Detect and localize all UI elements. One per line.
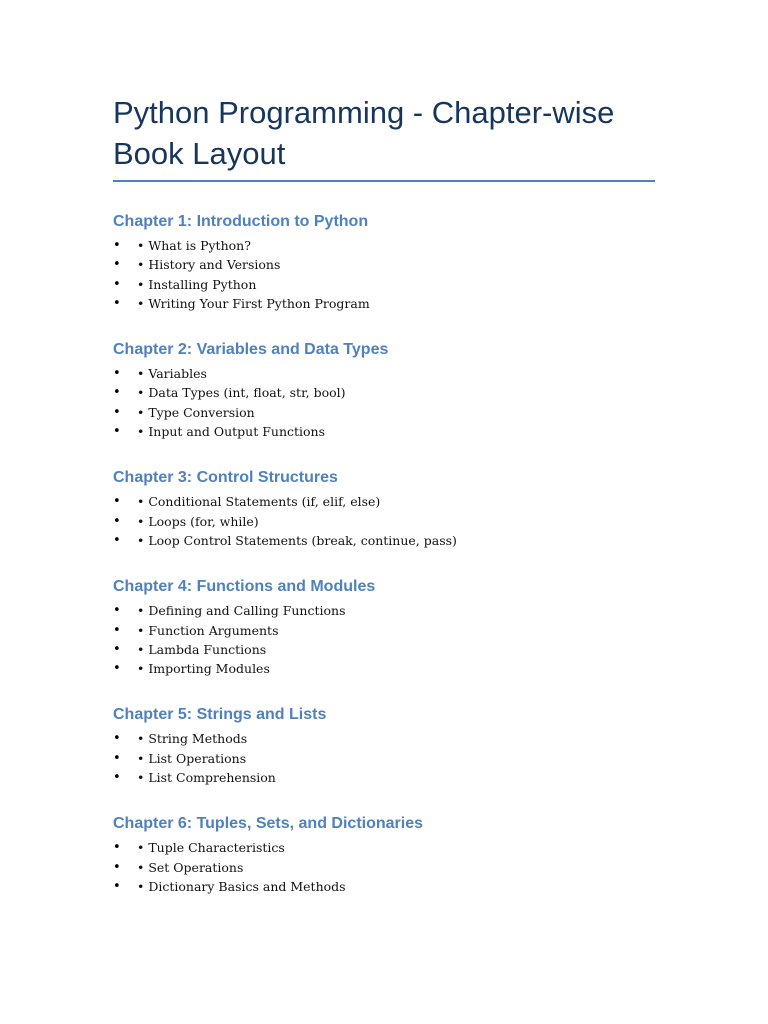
list-item-text: • Lambda Functions [137, 641, 267, 657]
bullet-icon: • [113, 770, 121, 786]
list-item [113, 255, 655, 274]
bullet-icon: • [113, 731, 121, 747]
bullet-icon: • [113, 513, 121, 529]
list-item [113, 492, 655, 511]
bullet-icon: • [113, 366, 121, 382]
list-item-text: • What is Python? [137, 238, 251, 253]
title-underline-rule [113, 180, 655, 182]
list-item-text: • Installing Python [137, 276, 257, 292]
list-item-text: • String Methods [137, 731, 248, 747]
bullet-icon: • [113, 494, 121, 510]
topic-list [113, 492, 655, 550]
bullet-icon: • [113, 385, 121, 401]
topic-list [113, 364, 655, 441]
list-item [113, 659, 655, 678]
bullet-icon: • [113, 603, 121, 619]
bullet-icon: • [113, 238, 121, 253]
chapter-list [113, 212, 655, 896]
chapter-5 [113, 705, 655, 787]
list-item [113, 294, 655, 313]
list-item-text: • History and Versions [137, 257, 281, 273]
list-item [113, 877, 655, 896]
list-item-text: • Dictionary Basics and Methods [137, 878, 346, 894]
document-title [113, 92, 655, 180]
bullet-icon: • [113, 878, 121, 894]
list-item-text: • Data Types (int, float, str, bool) [137, 385, 346, 401]
chapter-heading: Chapter 5: Strings and Lists [113, 706, 327, 724]
list-item [113, 768, 655, 787]
chapter-6 [113, 814, 655, 896]
list-item-text: • Variables [137, 366, 207, 382]
topic-list [113, 601, 655, 678]
list-item [113, 512, 655, 531]
list-item [113, 749, 655, 768]
chapter-heading: Chapter 6: Tuples, Sets, and Dictionaries [113, 815, 423, 833]
list-item [113, 621, 655, 640]
document-page [113, 92, 655, 923]
list-item-text: • Input and Output Functions [137, 424, 326, 440]
list-item-text: • List Comprehension [137, 770, 276, 786]
bullet-icon: • [113, 276, 121, 292]
list-item-text: • Conditional Statements (if, elif, else) [137, 494, 381, 510]
document-title-line-2: Book Layout [113, 136, 286, 171]
list-item [113, 383, 655, 402]
chapter-3 [113, 468, 655, 550]
list-item [113, 601, 655, 620]
chapter-2 [113, 340, 655, 441]
chapter-heading: Chapter 3: Control Structures [113, 469, 338, 487]
bullet-icon: • [113, 859, 121, 875]
list-item-text: • Set Operations [137, 859, 244, 875]
bullet-icon: • [113, 404, 121, 420]
list-item-text: • Importing Modules [137, 661, 270, 677]
list-item [113, 422, 655, 441]
list-item [113, 275, 655, 294]
topic-list [113, 236, 655, 313]
list-item-text: • Defining and Calling Functions [137, 603, 346, 619]
bullet-icon: • [113, 532, 121, 548]
list-item-text: • Type Conversion [137, 404, 255, 420]
chapter-heading: Chapter 1: Introduction to Python [113, 213, 369, 230]
document-title-line-1: Python Programming - Chapter-wise [113, 95, 615, 130]
chapter-heading: Chapter 2: Variables and Data Types [113, 341, 389, 359]
chapter-heading: Chapter 4: Functions and Modules [113, 578, 376, 596]
list-item [113, 858, 655, 877]
list-item-text: • Loop Control Statements (break, continue, pass) [137, 532, 457, 548]
list-item-text: • List Operations [137, 750, 247, 766]
bullet-icon: • [113, 622, 121, 638]
bullet-icon: • [113, 840, 121, 856]
topic-list [113, 729, 655, 787]
bullet-icon: • [113, 257, 121, 273]
list-item [113, 403, 655, 422]
bullet-icon: • [113, 641, 121, 657]
list-item [113, 364, 655, 383]
topic-list [113, 838, 655, 896]
list-item-text: • Tuple Characteristics [137, 840, 285, 856]
list-item [113, 729, 655, 748]
bullet-icon: • [113, 750, 121, 766]
list-item [113, 640, 655, 659]
chapter-1 [113, 212, 655, 313]
list-item-text: • Loops (for, while) [137, 513, 259, 529]
bullet-icon: • [113, 295, 121, 311]
list-item-text: • Writing Your First Python Program [137, 295, 370, 311]
list-item [113, 531, 655, 550]
list-item [113, 838, 655, 857]
list-item [113, 236, 655, 255]
list-item-text: • Function Arguments [137, 622, 279, 638]
bullet-icon: • [113, 661, 121, 677]
bullet-icon: • [113, 424, 121, 440]
chapter-4 [113, 577, 655, 678]
